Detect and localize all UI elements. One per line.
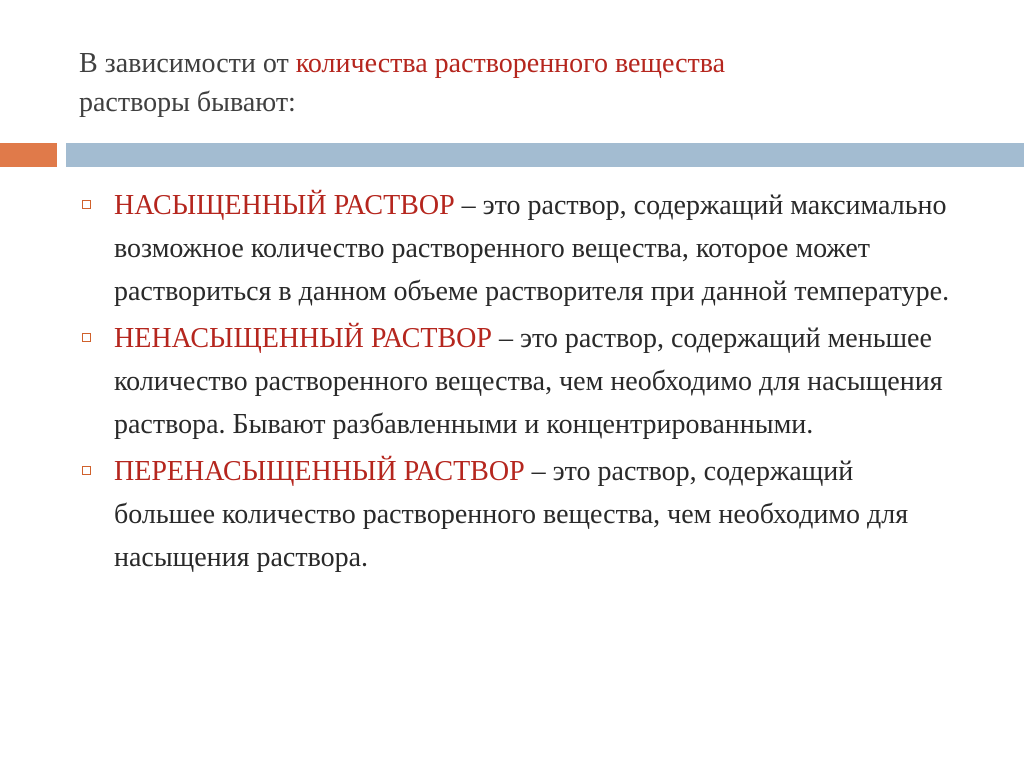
- divider-accent-blue: [66, 143, 1024, 167]
- bullet-definition: – это раствор, содержащий большее количество растворенного вещества, чем необходимо для насыщения раствора.: [114, 456, 909, 573]
- bullet-term: НЕНАСЫЩЕННЫЙ РАСТВОР: [114, 323, 492, 354]
- bullet-supersaturated: [80, 450, 960, 579]
- title-prefix: В зависимости от: [79, 48, 296, 79]
- square-bullet-icon: [82, 200, 91, 209]
- bullet-definition: – это раствор, содержащий меньшее количество растворенного вещества, чем необходимо для насыщения раствора. Бывают разбавленными и концентрированными.: [114, 323, 943, 440]
- square-bullet-icon: [82, 333, 91, 342]
- title-suffix: растворы бывают:: [79, 87, 296, 118]
- bullet-term: ПЕРЕНАСЫЩЕННЫЙ РАСТВОР: [114, 456, 525, 487]
- divider-accent-orange: [0, 143, 57, 167]
- definition-list: [80, 184, 960, 583]
- bullet-definition: – это раствор, содержащий максимально возможное количество растворенного вещества, которое может раствориться в данном объеме растворителя при данной температуре.: [114, 190, 950, 307]
- title-highlight: количества растворенного вещества: [295, 48, 726, 79]
- bullet-term: НАСЫЩЕННЫЙ РАСТВОР: [114, 190, 455, 221]
- square-bullet-icon: [82, 466, 91, 475]
- bullet-saturated: [80, 184, 960, 313]
- slide-title: [79, 44, 979, 122]
- bullet-unsaturated: [80, 317, 960, 446]
